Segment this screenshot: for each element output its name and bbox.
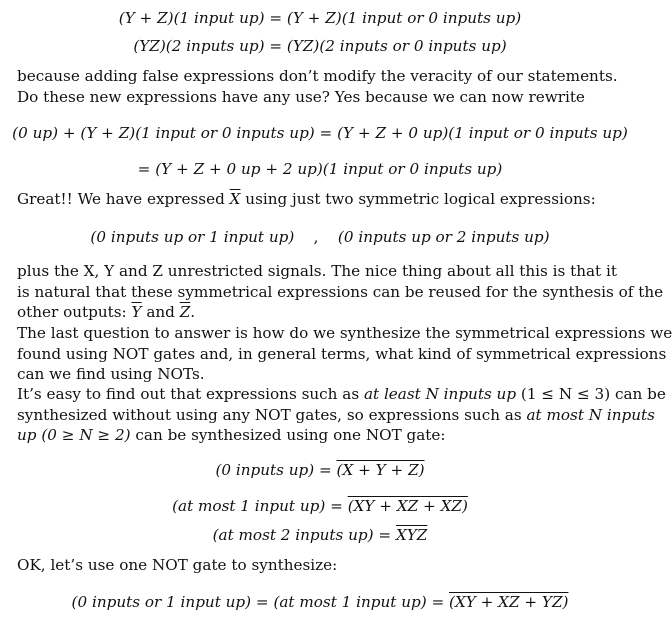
eq8-equals: = <box>378 526 392 544</box>
paragraph-4-line-2: found using NOT gates and, in general terms, what kind of symmetrical expressions <box>17 344 667 363</box>
eq8-left: (at most 2 inputs up) <box>212 526 374 544</box>
eq7-right: (XY + XZ + XZ) <box>347 497 468 515</box>
eq3-equals: = <box>319 124 333 142</box>
equation-2 <box>0 36 640 56</box>
eq1-right: (Y + Z)(1 input or 0 inputs up) <box>286 9 522 27</box>
paragraph-4-line-1: The last question to answer is how do we synthesize the symmetrical expressions we <box>17 324 672 342</box>
x-bar: $\overline{X}$ <box>229 190 241 208</box>
eq3-right: (Y + Z + 0 up)(1 input or 0 inputs up) <box>337 124 628 142</box>
eq5-b: (0 inputs up or 2 inputs up) <box>337 228 550 246</box>
paragraph-6 <box>17 555 623 576</box>
z-bar: $\overline{Z}$ <box>179 303 191 322</box>
equation-7 <box>0 496 640 516</box>
paragraph-5-line-1: It’s easy to find out that expressions such as at least N inputs up (1 ≤ N ≤ 3) can be <box>17 385 666 403</box>
eq1-left: (Y + Z)(1 input up) <box>118 9 265 27</box>
eq6-equals: = <box>318 461 332 479</box>
paragraph-3-line-3: other outputs: $\overline{Y}$ and $\overline{Z}$. <box>17 303 196 322</box>
eq2-right: (YZ)(2 inputs or 0 inputs up) <box>286 37 507 55</box>
eq9-left: (0 inputs or 1 input up) <box>71 593 252 611</box>
paragraph-2 <box>17 189 623 210</box>
eq6-left: (0 inputs up) <box>215 461 315 479</box>
eq9-equals-2: = <box>431 593 445 611</box>
y-bar: $\overline{Y}$ <box>131 303 142 322</box>
equation-8 <box>0 525 640 545</box>
eq1-equals: = <box>269 9 283 27</box>
eq6-right: (X + Y + Z) <box>336 461 425 479</box>
paragraph-1-line-1: because adding false expressions don’t modify the veracity of our statements. <box>17 67 618 85</box>
equation-6 <box>0 460 640 480</box>
paragraph-5 <box>17 384 666 446</box>
eq8-right: $\overline{XYZ}$ <box>395 526 428 544</box>
paragraph-2-line-1: Great!! We have expressed $\overline{X}$ using just two symmetric logical expressions: <box>17 190 596 208</box>
paragraph-5-line-3: up (0 ≥ N ≥ 2) can be synthesized using one NOT gate: <box>17 426 446 445</box>
paragraph-3-line-1: plus the X, Y and Z unrestricted signals. The nice thing about all this is that it <box>17 262 617 280</box>
paragraph-3 <box>17 261 664 323</box>
equation-5 <box>0 227 640 247</box>
eq9-mid: (at most 1 input up) <box>273 593 427 611</box>
eq7-left: (at most 1 input up) <box>172 497 326 515</box>
eq3-left: (0 up) + (Y + Z)(1 input or 0 inputs up) <box>12 124 315 142</box>
equation-4 <box>0 159 640 179</box>
equation-1 <box>0 8 640 28</box>
equation-3 <box>0 123 640 143</box>
paragraph-3-line-2: is natural that these symmetrical expressions can be reused for the synthesis of the <box>17 282 664 301</box>
paragraph-1 <box>17 66 623 107</box>
eq9-equals-1: = <box>255 593 269 611</box>
eq5-separator: , <box>313 228 319 246</box>
eq9-right: (XY + XZ + YZ) <box>449 593 569 611</box>
eq5-a: (0 inputs up or 1 input up) <box>90 228 295 246</box>
eq7-equals: = <box>330 497 343 515</box>
paragraph-5-line-2: synthesized without using any NOT gates, so expressions such as at most N inputs <box>17 405 655 424</box>
paragraph-1-line-2: Do these new expressions have any use? Yes because we can now rewrite <box>17 87 585 106</box>
eq2-equals: = <box>269 37 283 55</box>
paragraph-4 <box>17 323 672 385</box>
eq2-left: (YZ)(2 inputs up) <box>133 37 265 55</box>
paragraph-4-line-3: can we find using NOTs. <box>17 365 205 384</box>
eq4-right: (Y + Z + 0 up + 2 up)(1 input or 0 inputs up) <box>155 160 503 178</box>
eq4-equals: = <box>137 160 151 178</box>
paragraph-6-line-1: OK, let’s use one NOT gate to synthesize: <box>17 556 338 574</box>
equation-9 <box>0 592 640 612</box>
